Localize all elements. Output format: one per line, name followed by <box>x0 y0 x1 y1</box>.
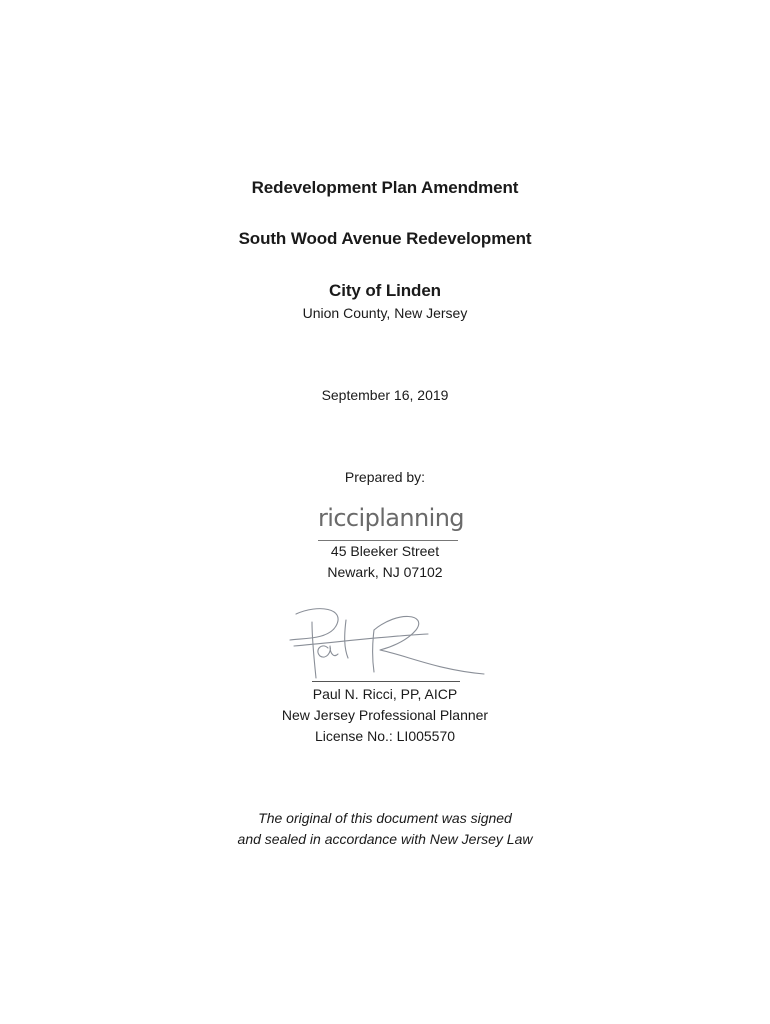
signatory-license: License No.: LI005570 <box>314 728 456 744</box>
county-state: Union County, New Jersey <box>302 305 468 321</box>
firm-logo <box>318 504 464 546</box>
document-title: Redevelopment Plan Amendment <box>251 178 519 197</box>
document-date: September 16, 2019 <box>321 387 449 403</box>
signatory-name: Paul N. Ricci, PP, AICP <box>312 686 458 702</box>
notice-line-2: and sealed in accordance with New Jersey Law <box>237 831 533 847</box>
handwritten-signature <box>278 600 498 690</box>
firm-address-street: 45 Bleeker Street <box>330 543 440 559</box>
signatory-role: New Jersey Professional Planner <box>281 707 489 723</box>
firm-address-city: Newark, NJ 07102 <box>327 564 443 580</box>
signature-line <box>312 681 460 682</box>
prepared-by-label: Prepared by: <box>344 469 426 485</box>
firm-logo-underline <box>318 540 458 541</box>
document-subtitle: South Wood Avenue Redevelopment <box>238 229 532 248</box>
city-name: City of Linden <box>329 281 441 300</box>
firm-logo-text: ricciplanning <box>318 504 464 532</box>
notice-line-1: The original of this document was signed <box>258 810 512 826</box>
